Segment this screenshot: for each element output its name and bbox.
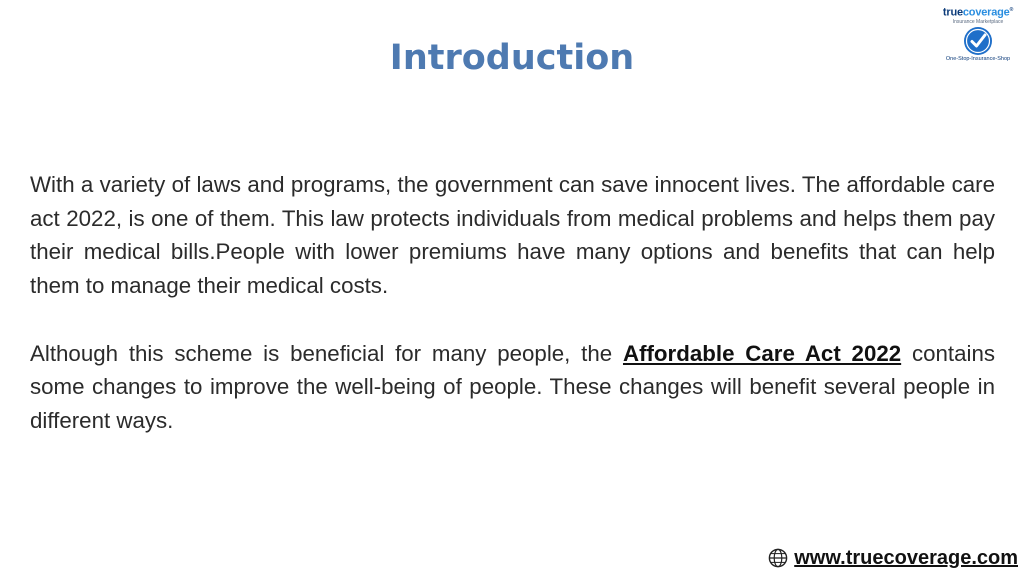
paragraph-changes-lead: Although this scheme is beneficial for many people, the bbox=[30, 340, 623, 366]
page-title: Introduction bbox=[389, 38, 635, 78]
logo-subtitle: Insurance Marketplace bbox=[952, 18, 1004, 25]
logo-tagline: One-Stop-Insurance-Shop bbox=[945, 55, 1011, 62]
logo-trademark: ® bbox=[1009, 7, 1014, 13]
footer bbox=[768, 546, 1018, 570]
truecoverage-logo bbox=[938, 4, 1018, 64]
logo-word-part1: true bbox=[942, 6, 963, 19]
website-link[interactable]: www.truecoverage.com bbox=[794, 547, 1018, 569]
logo-wordmark bbox=[938, 4, 1018, 19]
paragraph-changes bbox=[30, 337, 995, 438]
paragraph-changes-rest: contains some changes to improve the well-being of people. These changes will benefit several people in different ways. bbox=[30, 340, 996, 433]
paragraph-laws: With a variety of laws and programs, the government can save innocent lives. The affordable care act 2022, is one of them. This law protects individuals from medical problems and helps them pay their medical bills.People with lower premiums have many options and benefits that can help them to manage their medical costs. bbox=[30, 172, 995, 299]
check-badge-icon bbox=[963, 26, 993, 56]
intro-body bbox=[30, 168, 995, 438]
globe-icon bbox=[768, 548, 788, 568]
affordable-care-act-link[interactable]: Affordable Care Act 2022 bbox=[622, 340, 902, 366]
logo-word-part2: coverage bbox=[962, 6, 1010, 19]
